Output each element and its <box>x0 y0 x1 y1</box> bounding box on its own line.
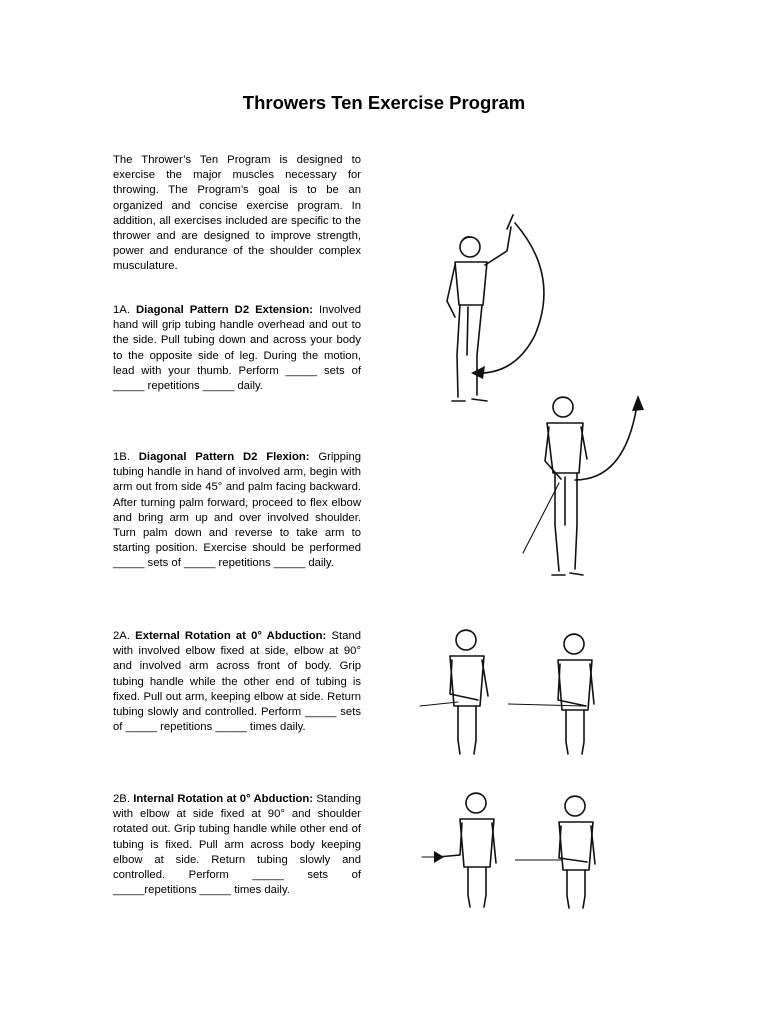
internal-rotation-end-figure-icon <box>515 788 607 910</box>
exercise-2a-id: 2A. <box>113 630 130 642</box>
external-rotation-start-figure-icon <box>418 622 508 757</box>
exercise-1b-description: Gripping tubing handle in hand of involved arm, begin with arm out from side 45° and palm facing backward. After turning palm forward, proceed to flex elbow and bring arm up and over involved shoulder. Turn palm down and reverse to take arm to starting position. Exercise should be performed _____ sets of _____ repetitions _____ daily. <box>113 451 362 570</box>
page-title: Throwers Ten Exercise Program <box>242 92 526 113</box>
exercise-1a-description: Involved hand will grip tubing handle overhead and out to the side. Pull tubing down and across your body to the opposite side of leg. During the motion, lead with your thumb. Perform _____ sets of _____ repetitions _____ daily. <box>113 304 362 393</box>
intro-paragraph: The Thrower’s Ten Program is designed to exercise the major muscles necessary for throwing. The Program’s goal is to be an organized and concise exercise program. In addition, all exercises included are specific to the thrower and are designed to improve strength, power and endurance of the shoulder complex musculature. <box>113 154 361 273</box>
exercise-2b-description: Standing with elbow at side fixed at 90° and shoulder rotated out. Grip tubing handle while other end of tubing is fixed. Pull arm across body keeping elbow at side. Return tubing slowly and controlled. Perform _____ sets of _____repetitions _____ times daily. <box>113 793 361 897</box>
exercise-1a <box>113 303 361 394</box>
exercise-2a <box>113 629 361 735</box>
d2-flexion-figure-icon <box>515 385 655 585</box>
exercise-2a-description: Stand with involved elbow fixed at side, elbow at 90° and involved arm across front of body. Grip tubing handle while the other end of tubing is fixed. Pull out arm, keeping elbow at side. Return tubing slowly and controlled. Perform _____ sets of _____ repetitions _____ times daily. <box>113 630 362 734</box>
exercise-1a-name: Diagonal Pattern D2 Extension: <box>136 304 313 316</box>
exercise-2b-id: 2B. <box>113 793 130 805</box>
exercise-2a-name: External Rotation at 0° Abduction: <box>135 630 327 642</box>
exercise-1b <box>113 450 361 572</box>
exercise-1b-id: 1B. <box>113 451 130 463</box>
external-rotation-end-figure-icon <box>508 626 600 756</box>
exercise-2b <box>113 792 361 898</box>
exercise-1a-id: 1A. <box>113 304 130 316</box>
exercise-2b-name: Internal Rotation at 0° Abduction: <box>133 793 314 805</box>
exercise-1b-name: Diagonal Pattern D2 Flexion: <box>138 451 310 463</box>
internal-rotation-start-figure-icon <box>420 785 510 910</box>
